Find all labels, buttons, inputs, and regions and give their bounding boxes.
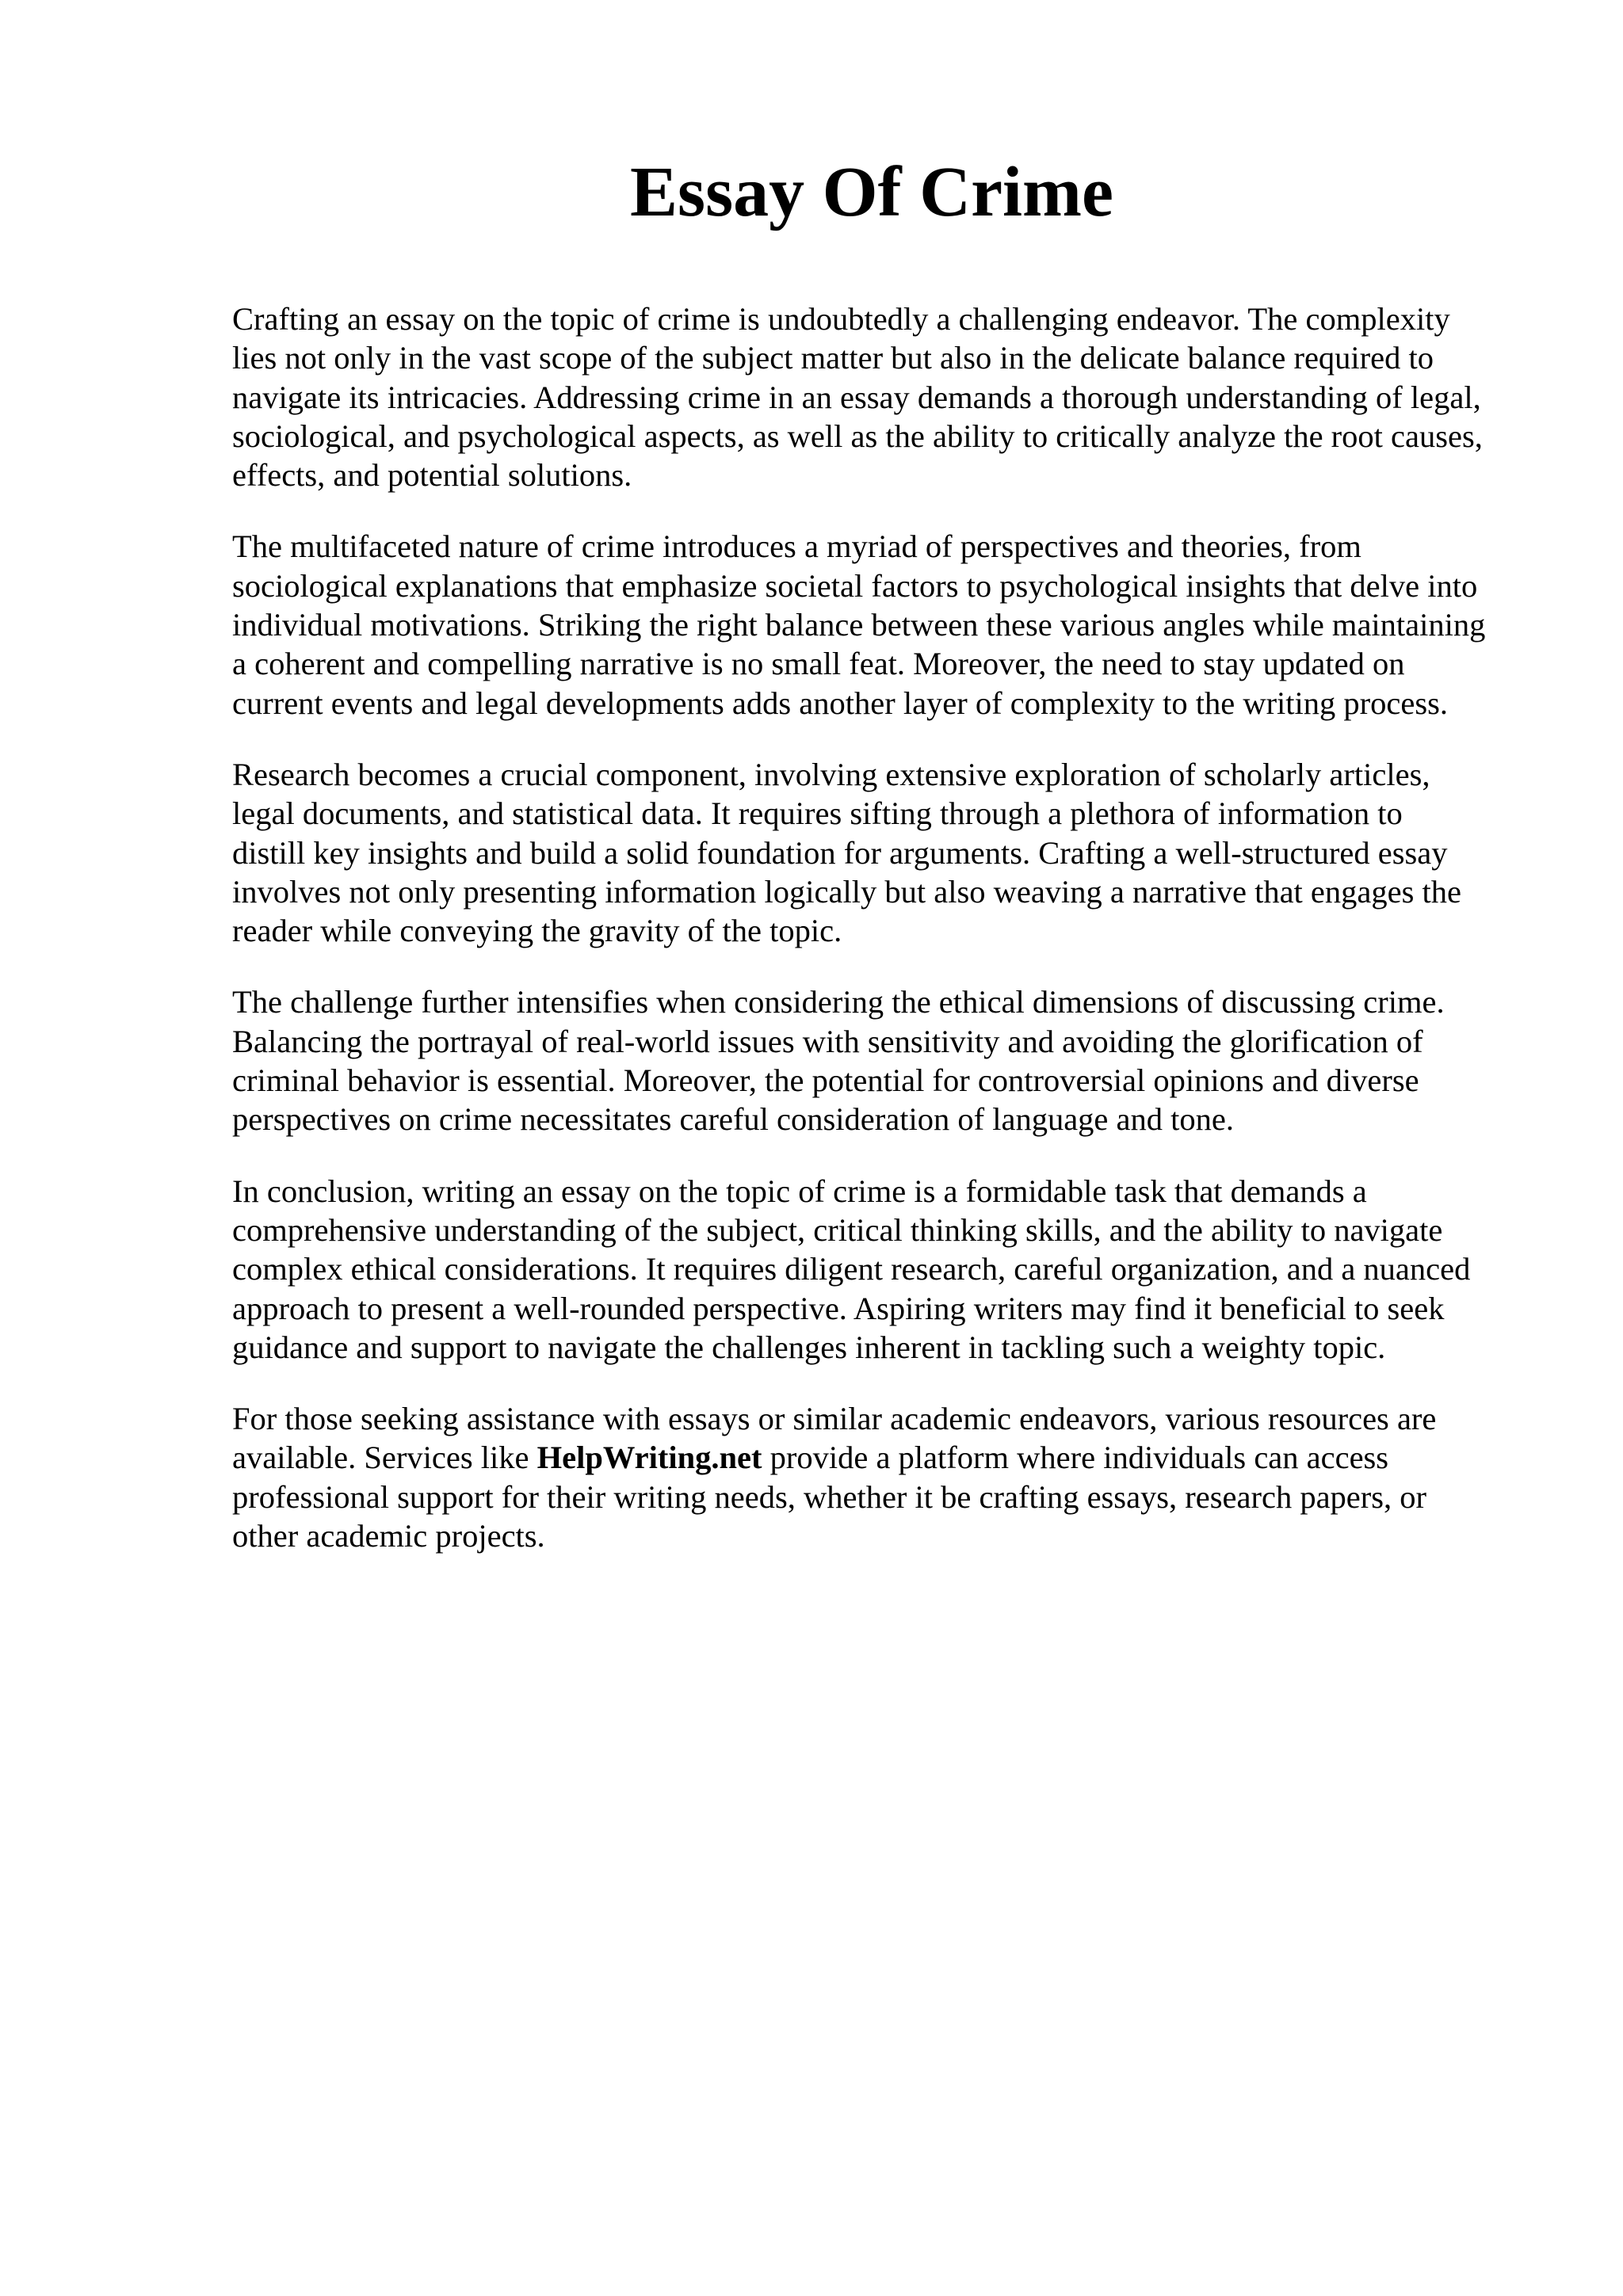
paragraph-line: complex ethical considerations. It requires diligent research, careful organization, and a nuanced	[232, 1251, 1471, 1287]
paragraph-line: In conclusion, writing an essay on the topic of crime is a formidable task that demands a	[232, 1173, 1367, 1209]
paragraph-line: guidance and support to navigate the challenges inherent in tackling such a weighty topic.	[232, 1329, 1386, 1365]
paragraph-line: approach to present a well-rounded perspective. Aspiring writers may find it beneficial to seek	[232, 1290, 1445, 1326]
paragraph-1	[232, 299, 1564, 494]
paragraph-line: lies not only in the vast scope of the subject matter but also in the delicate balance required to	[232, 340, 1434, 376]
paragraph-line: perspectives on crime necessitates careful consideration of language and tone.	[232, 1101, 1234, 1138]
paragraph-line: The challenge further intensifies when considering the ethical dimensions of discussing crime.	[232, 984, 1445, 1020]
paragraph-line: Balancing the portrayal of real-world issues with sensitivity and avoiding the glorification of	[232, 1023, 1423, 1059]
service-name-link[interactable]: HelpWriting.net	[537, 1440, 762, 1476]
paragraph-line: The multifaceted nature of crime introduces a myriad of perspectives and theories, from	[232, 528, 1361, 565]
paragraph-5	[232, 1172, 1564, 1367]
paragraph-line: sociological explanations that emphasize societal factors to psychological insights that delve into	[232, 567, 1478, 604]
paragraph-line: Research becomes a crucial component, involving extensive exploration of scholarly articles,	[232, 756, 1430, 792]
paragraph-line: other academic projects.	[232, 1518, 545, 1554]
paragraph-line: navigate its intricacies. Addressing crime in an essay demands a thorough understanding of legal,	[232, 379, 1481, 415]
paragraph-3	[232, 755, 1564, 950]
service-text-before: available. Services like	[232, 1440, 537, 1476]
paragraph-line: sociological, and psychological aspects, as well as the ability to critically analyze the root causes,	[232, 418, 1483, 454]
essay-body	[232, 299, 1564, 1588]
paragraph-line: reader while conveying the gravity of the topic.	[232, 913, 842, 949]
service-text-after: provide a platform where individuals can access	[762, 1440, 1389, 1476]
page-title: Essay Of Crime	[630, 153, 1113, 231]
paragraph-line: For those seeking assistance with essays or similar academic endeavors, various resources are	[232, 1401, 1437, 1437]
paragraph-line: involves not only presenting information logically but also weaving a narrative that engages the	[232, 873, 1461, 910]
paragraph-line: Crafting an essay on the topic of crime is undoubtedly a challenging endeavor. The complexity	[232, 301, 1450, 337]
paragraph-2	[232, 527, 1564, 722]
paragraph-line: current events and legal developments adds another layer of complexity to the writing process.	[232, 685, 1449, 721]
paragraph-line: legal documents, and statistical data. It requires sifting through a plethora of information to	[232, 795, 1403, 832]
paragraph-line: distill key insights and build a solid foundation for arguments. Crafting a well-structured essay	[232, 834, 1448, 871]
paragraph-line: effects, and potential solutions.	[232, 457, 632, 494]
paragraph-6	[232, 1399, 1564, 1555]
paragraph-line-with-service	[232, 1438, 1564, 1477]
paragraph-line: individual motivations. Striking the right balance between these various angles while maintaining	[232, 607, 1486, 643]
paragraph-line: comprehensive understanding of the subject, critical thinking skills, and the ability to navigate	[232, 1211, 1443, 1248]
paragraph-4	[232, 982, 1564, 1138]
paragraph-line: a coherent and compelling narrative is no small feat. Moreover, the need to stay updated on	[232, 646, 1405, 682]
paragraph-line: criminal behavior is essential. Moreover, the potential for controversial opinions and diverse	[232, 1062, 1419, 1099]
paragraph-line: professional support for their writing needs, whether it be crafting essays, research papers, or	[232, 1478, 1427, 1515]
